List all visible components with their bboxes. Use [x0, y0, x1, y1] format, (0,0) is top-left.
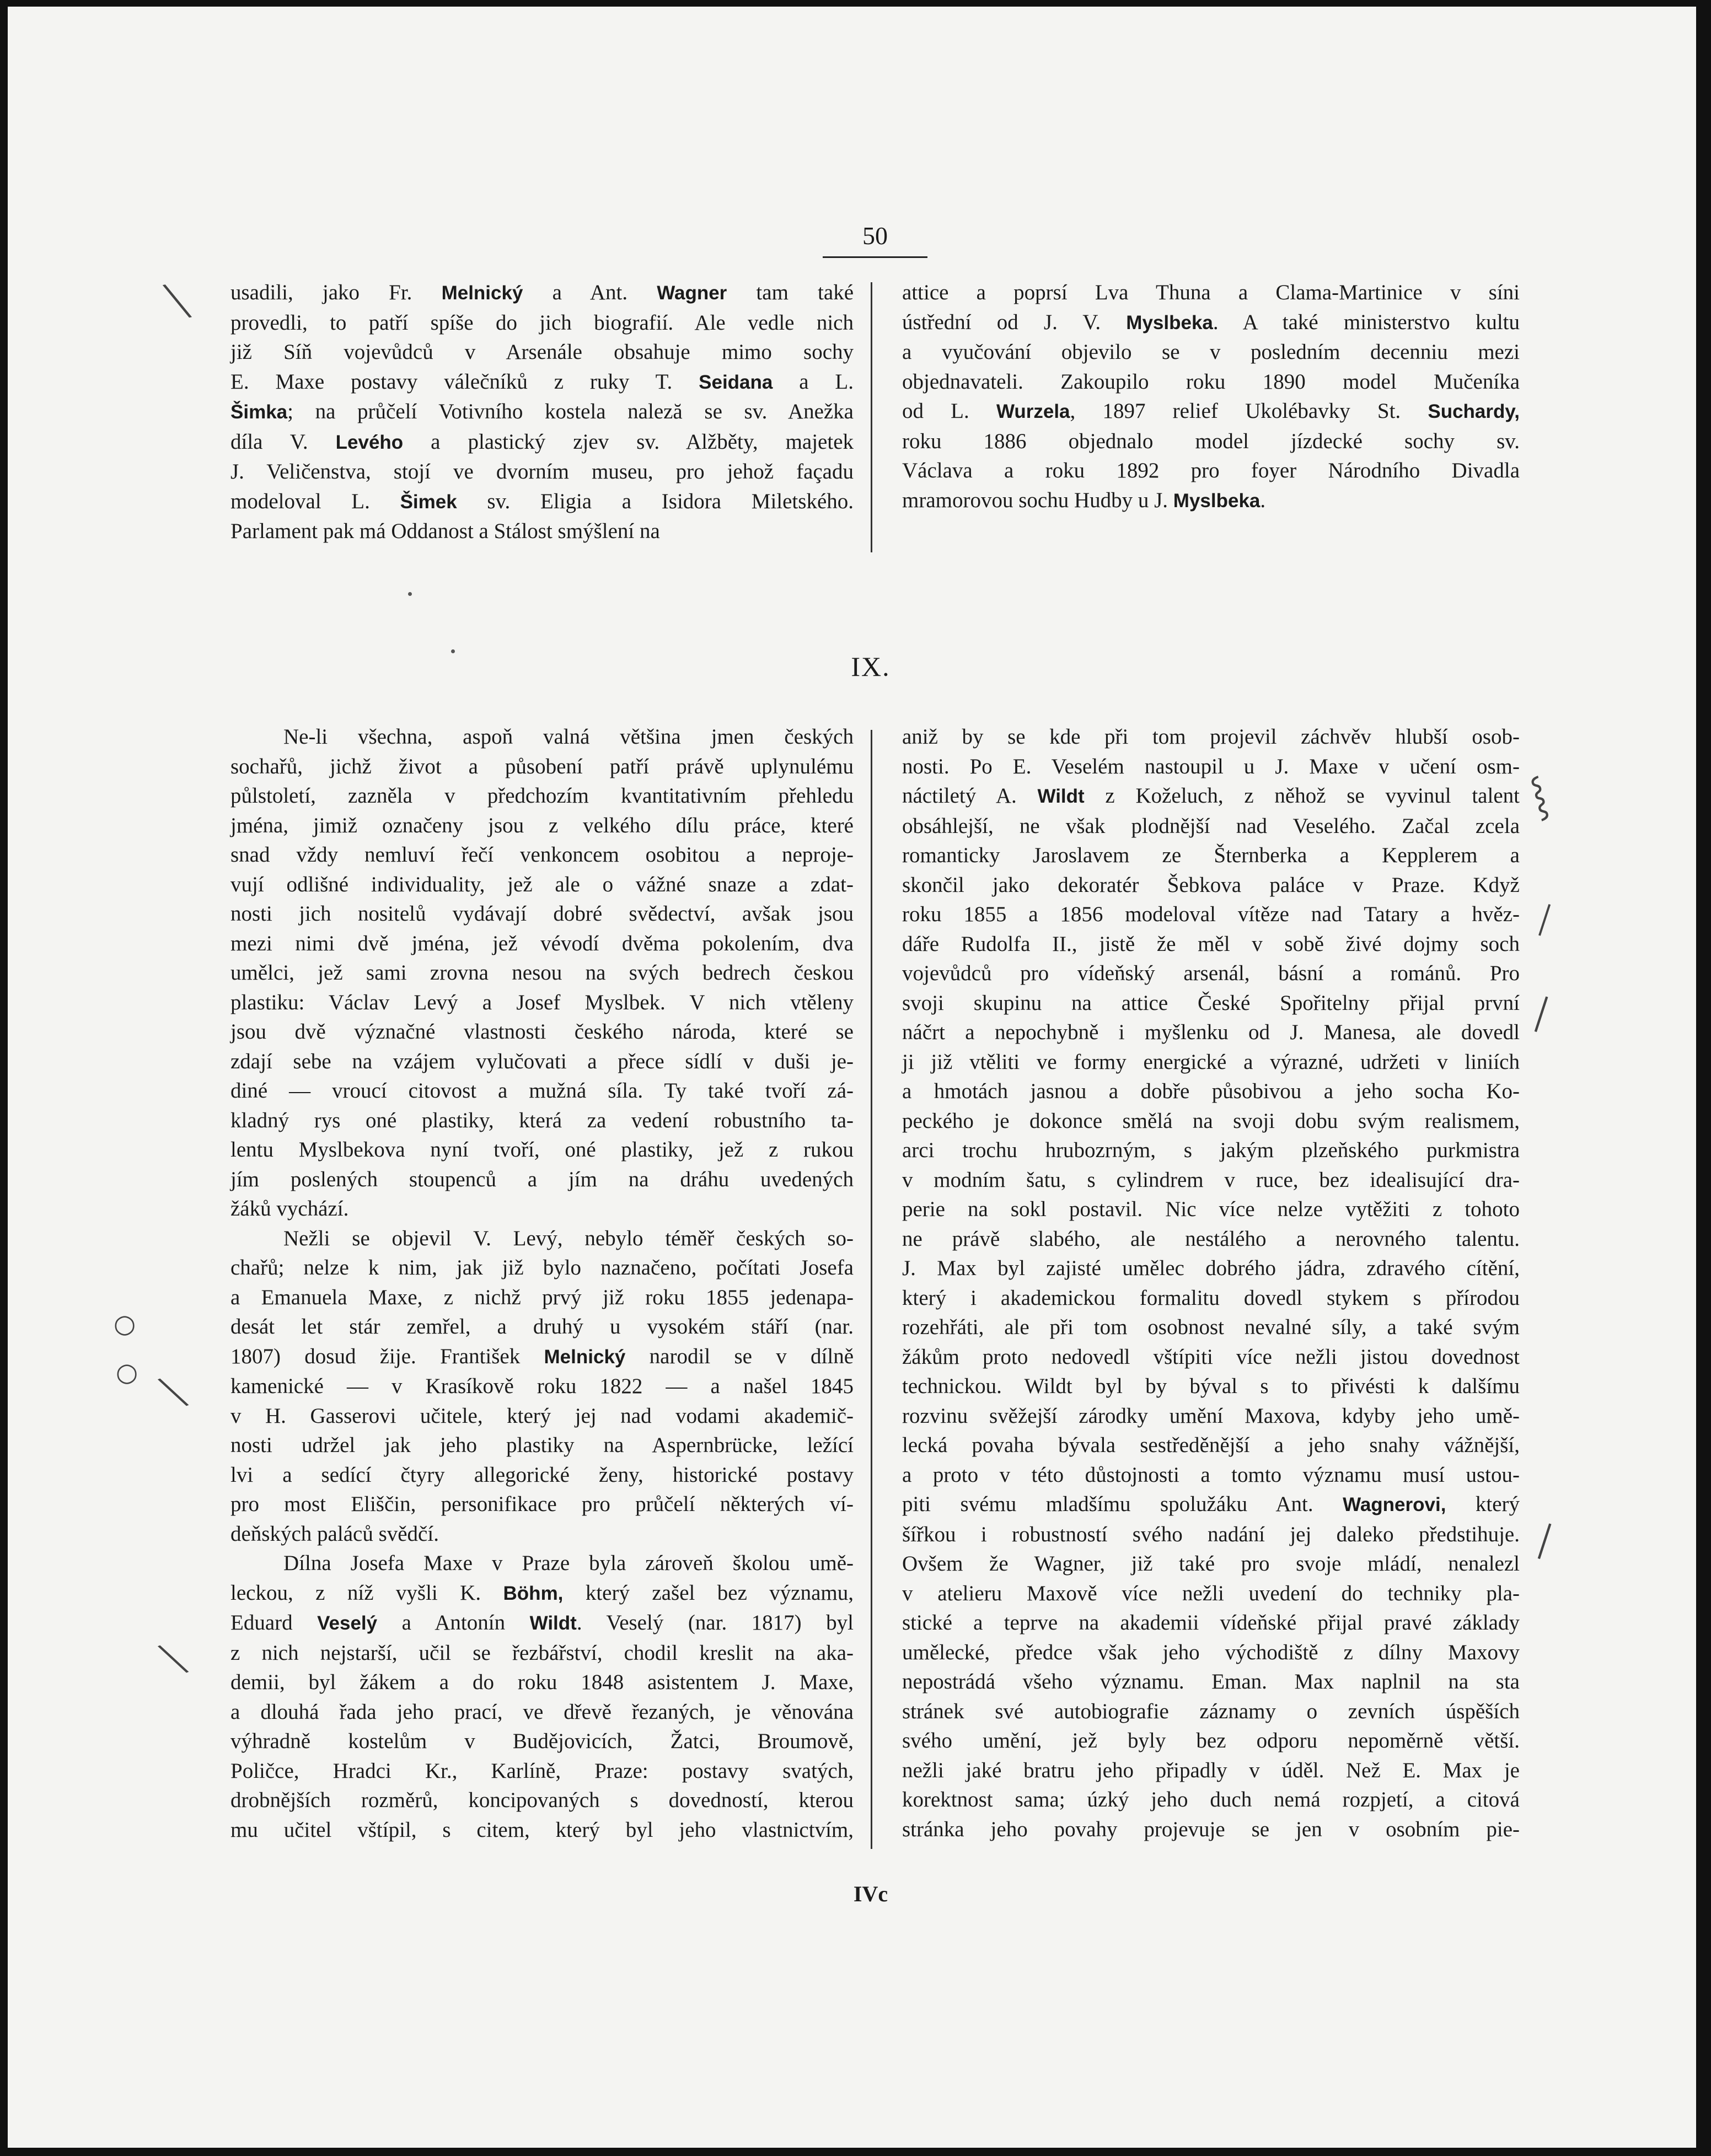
text-line — [230, 1431, 854, 1460]
text-segment: Ne-li všechna, aspoň valná většina jmen českých — [283, 725, 854, 749]
text-segment: nosti jich nositelů vydávají dobré svědectví, avšak jsou — [230, 902, 854, 926]
text-line — [902, 781, 1520, 811]
text-segment: stránek své autobiografie záznamy o zevních úspěších — [902, 1699, 1520, 1723]
text-segment: tam také — [727, 281, 854, 304]
text-segment: ; na průčelí Votivního kostela naleză se sv. Anežka — [287, 400, 854, 423]
text-line — [902, 1342, 1520, 1372]
text-segment: romanticky Jaroslavem ze Šternberka a Kepplerem a — [902, 843, 1520, 867]
text-line — [230, 1460, 854, 1490]
text-line — [902, 1815, 1520, 1845]
bold-name: Veselý — [317, 1612, 378, 1634]
text-line — [902, 427, 1520, 456]
text-line — [230, 870, 854, 900]
text-segment: stránka jeho povahy projevuje se jen v osobním pie- — [902, 1817, 1520, 1841]
text-segment: z Koželuch, z něhož se vyvinul talent — [1084, 784, 1520, 808]
text-line — [902, 1490, 1520, 1520]
text-segment: modeloval L. — [230, 489, 400, 513]
text-segment: deňských paláců svědčí. — [230, 1521, 439, 1546]
text-line — [230, 1283, 854, 1313]
text-segment: Václava a roku 1892 pro foyer Národního Divadla — [902, 459, 1520, 482]
text-segment: Eduard — [230, 1611, 318, 1635]
text-segment: attice a poprsí Lva Thuna a Clama-Martinice v síni — [902, 281, 1520, 304]
bold-name: Wagner — [657, 282, 727, 304]
text-line — [902, 1224, 1520, 1254]
text-line — [230, 1106, 854, 1136]
text-line — [902, 1638, 1520, 1668]
text-segment: . Veselý (nar. 1817) byl — [576, 1611, 854, 1635]
text-line — [902, 456, 1520, 486]
text-segment: nosti. Po E. Veselém nastoupil u J. Maxe v učení osm- — [902, 754, 1520, 778]
text-line — [902, 1697, 1520, 1727]
page-number: 50 — [823, 219, 927, 258]
text-segment: stické a teprve na akademii vídeňské přijal pravé základy — [902, 1611, 1520, 1635]
text-segment: z nich nejstarší, učil se řezbářství, chodil kreslit na aka- — [230, 1641, 854, 1665]
text-segment: lentu Myslbekova nyní tvoří, oné plastiky, jež z rukou — [230, 1138, 854, 1162]
text-segment: lecká povaha bývala sestředěnější a jeho snahy vážnější, — [902, 1433, 1520, 1457]
text-line — [902, 1136, 1520, 1165]
text-line — [230, 1047, 854, 1077]
text-segment: arci trochu hrubozrným, s jakým plzeňského purkmistra — [902, 1138, 1520, 1162]
text-segment: a dlouhá řada jeho prací, ve dřevě řezaných, je věnována — [230, 1700, 854, 1724]
text-segment: chařů; nelze k nim, jak již bylo naznačeno, počítati Josefa — [230, 1256, 854, 1279]
text-segment: který — [1446, 1492, 1520, 1516]
bold-name: Wagnerovi, — [1343, 1494, 1446, 1515]
text-segment: šířkou i robustností svého nadání jej daleko předstihuje. — [902, 1522, 1520, 1546]
text-line — [902, 811, 1520, 841]
text-line — [902, 1401, 1520, 1431]
text-line — [902, 1431, 1520, 1460]
text-line — [902, 1549, 1520, 1579]
text-line — [902, 1520, 1520, 1550]
text-line — [230, 1756, 854, 1786]
text-segment: skončil jako dekoratér Šebkova paláce v Praze. Když — [902, 873, 1520, 897]
text-line — [230, 1638, 854, 1668]
text-segment: a Ant. — [523, 281, 657, 304]
text-line — [902, 337, 1520, 367]
text-segment: dáře Rudolfa II., jistě že měl v sobě živé dojmy soch — [902, 932, 1520, 956]
text-segment: nepostrádá všeho významu. Eman. Max naplnil na sta — [902, 1670, 1520, 1693]
text-line — [230, 278, 854, 308]
text-line — [902, 1372, 1520, 1401]
margin-circle-mark: ○ — [116, 1357, 138, 1387]
text-segment: roku 1855 a 1856 modeloval vítěze nad Tatary a hvěz- — [902, 902, 1520, 926]
text-segment: Poličce, Hradci Kr., Karlíně, Praze: postavy svatých, — [230, 1759, 854, 1783]
text-line — [230, 427, 854, 458]
text-segment: J. Max byl zajisté umělec dobrého jádra, zdravého cítění, — [902, 1256, 1520, 1280]
bottom-right-column — [902, 722, 1520, 1844]
text-line — [902, 988, 1520, 1018]
text-segment: nežli jaké bratru jeho připadly v úděl. Než E. Max je — [902, 1758, 1520, 1782]
text-segment: demii, byl žákem a do roku 1848 asistentem J. Maxe, — [230, 1670, 854, 1694]
margin-tick-mark: │ — [1526, 994, 1556, 1035]
margin-scribble-mark: ⸾ — [1526, 772, 1552, 819]
text-segment: Nežli se objevil V. Levý, nebylo téměř českých so- — [283, 1226, 854, 1250]
text-segment: mramorovou sochu Hudby u J. — [902, 488, 1173, 512]
text-segment: jím poslených stoupenců a jím na dráhu uvedených — [230, 1167, 854, 1191]
margin-check-mark: ╲ — [164, 281, 191, 321]
bold-name: Suchardy, — [1428, 401, 1520, 422]
text-line — [902, 308, 1520, 338]
text-segment: drobnějších rozměrů, koncipovaných s dovedností, kterou — [230, 1788, 854, 1812]
text-line — [230, 958, 854, 988]
text-segment: díla V. — [230, 429, 336, 454]
text-segment: rozehřáti, ale při tom osobnost nevalné síly, a také svým — [902, 1315, 1520, 1339]
text-line — [902, 1047, 1520, 1077]
text-line — [230, 1549, 854, 1578]
bold-name: Levého — [335, 431, 404, 453]
bold-name: Melnický — [441, 282, 523, 304]
text-segment: nosti udržel jak jeho plastiky na Aspernbrücke, ležící — [230, 1433, 854, 1457]
text-segment: peckého je dokonce smělá na svoji dobu svým realismem, — [902, 1109, 1520, 1133]
text-line — [902, 1756, 1520, 1786]
column-divider-top — [871, 282, 872, 552]
text-segment: ústřední od J. V. — [902, 310, 1127, 334]
text-segment: sochařů, jichž život a působení patří právě uplynulému — [230, 754, 854, 778]
text-line — [902, 1579, 1520, 1609]
text-segment: náctiletý A. — [902, 784, 1038, 808]
text-segment: a L. — [773, 369, 854, 394]
text-segment: pro most Eliščin, personifikace pro průčelí některých ví- — [230, 1492, 854, 1516]
text-line — [902, 1726, 1520, 1756]
text-line — [902, 752, 1520, 782]
bold-name: Myslbeka — [1173, 490, 1261, 512]
text-line — [230, 337, 854, 367]
text-segment: vojevůdců pro vídeňský arsenál, básní a románů. Pro — [902, 961, 1520, 985]
text-line — [230, 899, 854, 929]
text-segment: a plastický zjev sv. Alžběty, majetek — [403, 429, 854, 454]
text-segment: lvi a sedící čtyry allegorické ženy, historické postavy — [230, 1463, 854, 1487]
chapter-heading: IX. — [851, 651, 891, 682]
text-line — [230, 1578, 854, 1609]
text-line — [230, 1017, 854, 1047]
text-segment: piti svému mladšímu spolužáku Ant. — [902, 1492, 1343, 1516]
text-line — [230, 1224, 854, 1254]
text-line — [230, 1786, 854, 1815]
text-line — [230, 1727, 854, 1756]
text-line — [230, 1342, 854, 1372]
text-segment: jsou dvě význačné vlastnosti českého národa, které se — [230, 1020, 854, 1044]
speck — [408, 592, 412, 596]
text-segment: výhradně kostelům v Budějovicích, Žatci, Broumově, — [230, 1729, 854, 1753]
text-segment: již Síň vojevůdců v Arsenále obsahuje mimo sochy — [230, 340, 854, 364]
text-segment: , 1897 relief Ukolébavky St. — [1070, 399, 1428, 423]
printer-signature-mark: IVc — [853, 1881, 888, 1906]
text-segment: korektnost sama; úzký jeho duch nemá rozpjetí, a citová — [902, 1788, 1520, 1811]
text-line — [902, 278, 1520, 308]
bold-name: Böhm, — [503, 1582, 564, 1604]
text-segment: ne právě slabého, ale nestálého a nerovného talentu. — [902, 1227, 1520, 1251]
text-segment: žákům proto nedovedl vštípiti více nežli jistou dovednost — [902, 1345, 1520, 1369]
top-right-column — [902, 278, 1520, 515]
text-line — [902, 870, 1520, 900]
margin-check-mark: ╲ — [159, 1639, 188, 1679]
text-line — [902, 1106, 1520, 1136]
text-line — [230, 487, 854, 517]
text-segment: 1807) dosud žije. František — [230, 1344, 544, 1368]
text-line — [902, 1313, 1520, 1342]
text-segment: kladný rys oné plastiky, která za vedení robustního ta- — [230, 1108, 854, 1132]
text-line — [230, 1312, 854, 1342]
text-line — [902, 1608, 1520, 1638]
text-line — [902, 1018, 1520, 1047]
text-segment: J. Veličenstva, stojí ve dvorním museu, pro jehož façadu — [230, 460, 854, 483]
text-segment: mu učitel vštípil, s citem, který byl jeho vlastnictvím, — [230, 1818, 854, 1842]
text-segment: perie na sokl postavil. Nic více nelze vytěžiti z tohoto — [902, 1197, 1520, 1221]
document-page — [8, 7, 1696, 2148]
text-segment: umělci, jež sami zrovna nesou na svých bedrech českou — [230, 961, 854, 985]
text-line — [230, 397, 854, 427]
margin-tick-mark: │ — [1530, 1521, 1559, 1562]
text-line — [230, 752, 854, 782]
text-line — [902, 1165, 1520, 1195]
text-segment: Ovšem že Wagner, již také pro svoje mládí, nenalezl — [902, 1552, 1520, 1576]
text-segment: mezi nimi dvě jména, jež vévodí dvěma pokolením, dva — [230, 931, 854, 955]
speck — [451, 649, 455, 653]
text-segment: a vyučování objevilo se v posledním decenniu mezi — [902, 340, 1520, 364]
text-line — [902, 841, 1520, 870]
bold-name: Melnický — [544, 1346, 626, 1368]
text-segment: usadili, jako Fr. — [230, 281, 442, 304]
text-segment: a proto v této důstojnosti a tomto významu musí ustou- — [902, 1463, 1520, 1487]
text-line — [230, 1668, 854, 1697]
text-segment: umělecké, předce však jeho východiště z dílny Maxovy — [902, 1640, 1520, 1664]
text-line — [230, 1194, 854, 1224]
text-segment: technickou. Wildt byl by býval s to přivésti k dalšímu — [902, 1374, 1520, 1398]
text-line — [902, 367, 1520, 397]
text-segment: svoji skupinu na attice České Spořitelny přijal první — [902, 991, 1520, 1015]
text-line — [230, 367, 854, 397]
text-line — [230, 517, 854, 546]
text-segment: narodil se v dílně — [625, 1344, 854, 1368]
bold-name: Seidana — [699, 371, 773, 393]
text-segment: roku 1886 objednalo model jízdecké sochy sv. — [902, 429, 1520, 453]
text-line — [902, 396, 1520, 427]
text-line — [230, 811, 854, 841]
text-line — [902, 1785, 1520, 1815]
text-segment: objednavateli. Zakoupilo roku 1890 model Mučeníka — [902, 369, 1520, 394]
text-segment: Parlament pak má Oddanost a Stálost smýšlení na — [230, 519, 660, 543]
bold-name: Wildt — [529, 1612, 577, 1634]
text-segment: . — [1260, 488, 1266, 512]
text-segment: diné — vroucí citovost a mužná síla. Ty také tvoří zá- — [230, 1079, 854, 1103]
text-line — [230, 781, 854, 811]
top-left-column — [230, 278, 854, 546]
text-line — [230, 988, 854, 1018]
text-line — [230, 929, 854, 959]
text-line — [230, 1165, 854, 1195]
text-segment: provedli, to patří spíše do jich biografií. Ale vedle nich — [230, 310, 854, 335]
text-segment: . A také ministerstvo kultu — [1213, 310, 1520, 334]
margin-check-mark: ╲ — [159, 1373, 188, 1412]
text-segment: rozvinu svěžejší zárodky umění Maxova, kdyby jeho umě- — [902, 1404, 1520, 1428]
text-segment: svého umění, jež byly bez odporu nepoměrně větší. — [902, 1729, 1520, 1752]
text-line — [230, 1697, 854, 1727]
text-segment: aniž by se kde při tom projevil záchvěv hlubší osob- — [902, 725, 1520, 749]
text-segment: leckou, z níž vyšli K. — [230, 1580, 503, 1605]
text-segment: sv. Eligia a Isidora Miletského. — [457, 489, 854, 513]
text-line — [230, 457, 854, 487]
text-segment: ji již vtěliti ve formy energické a výrazné, udržeti v liniích — [902, 1050, 1520, 1074]
text-segment: v modním šatu, s cylindrem v ruce, bez idealisující dra- — [902, 1168, 1520, 1192]
text-segment: od L. — [902, 399, 996, 423]
text-segment: plastiku: Václav Levý a Josef Myslbek. V nich vtěleny — [230, 990, 854, 1014]
text-segment: náčrt a nepochybně i myšlenku od J. Manesa, ale dovedl — [902, 1020, 1520, 1044]
text-line — [902, 1077, 1520, 1106]
text-segment: žáků vychází. — [230, 1197, 349, 1221]
text-segment: a hmotách jasnou a dobře působivou a jeho socha Ko- — [902, 1079, 1520, 1103]
bold-name: Myslbeka — [1126, 311, 1213, 334]
text-line — [902, 722, 1520, 752]
text-line — [902, 1254, 1520, 1283]
text-line — [902, 929, 1520, 959]
text-line — [230, 1608, 854, 1638]
text-segment: kamenické — v Krasíkově roku 1822 — a našel 1845 — [230, 1374, 854, 1398]
text-line — [230, 1076, 854, 1106]
text-line — [230, 1490, 854, 1519]
column-divider-bottom — [871, 730, 872, 1849]
text-segment: v H. Gasserovi učitele, který jej nad vodami akademič- — [230, 1404, 854, 1428]
text-segment: půlstoletí, zazněla v předchozím kvantitativním přehledu — [230, 784, 854, 808]
text-line — [230, 1253, 854, 1283]
text-segment: zdají sebe na vzájem vylučovati a přece sídlí v duši je- — [230, 1049, 854, 1073]
margin-tick-mark: │ — [1531, 902, 1558, 938]
bold-name: Šimek — [400, 491, 457, 513]
bottom-left-column — [230, 722, 854, 1845]
text-segment: snad vždy nemluví řečí venkoncem osobitou a neproje- — [230, 843, 854, 867]
text-line — [902, 486, 1520, 516]
text-segment: E. Maxe postavy válečníků z ruky T. — [230, 369, 699, 394]
text-segment: desát let stár zemřel, a druhý u vysokém stáří (nar. — [230, 1315, 854, 1338]
text-line — [902, 1195, 1520, 1224]
text-segment: obsáhlejší, ne však plodnější nad Veselého. Začal zcela — [902, 814, 1520, 838]
text-line — [230, 1519, 854, 1549]
text-line — [230, 840, 854, 870]
text-line — [230, 1135, 854, 1165]
text-line — [230, 308, 854, 338]
text-line — [230, 1815, 854, 1845]
margin-circle-mark: ○ — [114, 1309, 136, 1338]
bold-name: Wurzela — [996, 401, 1070, 422]
text-segment: jména, jimiž označeny jsou z velkého dílu práce, které — [230, 813, 854, 837]
text-line — [902, 1283, 1520, 1313]
bold-name: Šimka — [230, 401, 288, 423]
text-segment: který zašel bez významu, — [563, 1580, 854, 1605]
text-line — [230, 1401, 854, 1431]
bold-name: Wildt — [1037, 786, 1085, 807]
text-line — [230, 722, 854, 752]
text-segment: Dílna Josefa Maxe v Praze byla zároveň školou umě- — [283, 1551, 854, 1575]
text-line — [902, 900, 1520, 929]
text-segment: v atelieru Maxově více nežli uvedení do techniky pla- — [902, 1581, 1520, 1605]
text-segment: který i akademickou formalitu dovedl stykem s přírodou — [902, 1286, 1520, 1310]
text-segment: a Emanuela Maxe, z nichž prvý již roku 1855 jedenapa- — [230, 1285, 854, 1309]
text-segment: a Antonín — [377, 1611, 530, 1635]
text-line — [902, 1667, 1520, 1697]
text-segment: vují odlišné individuality, jež ale o vážné snaze a zdat- — [230, 872, 854, 896]
text-line — [902, 1460, 1520, 1490]
text-line — [230, 1372, 854, 1401]
text-line — [902, 959, 1520, 988]
